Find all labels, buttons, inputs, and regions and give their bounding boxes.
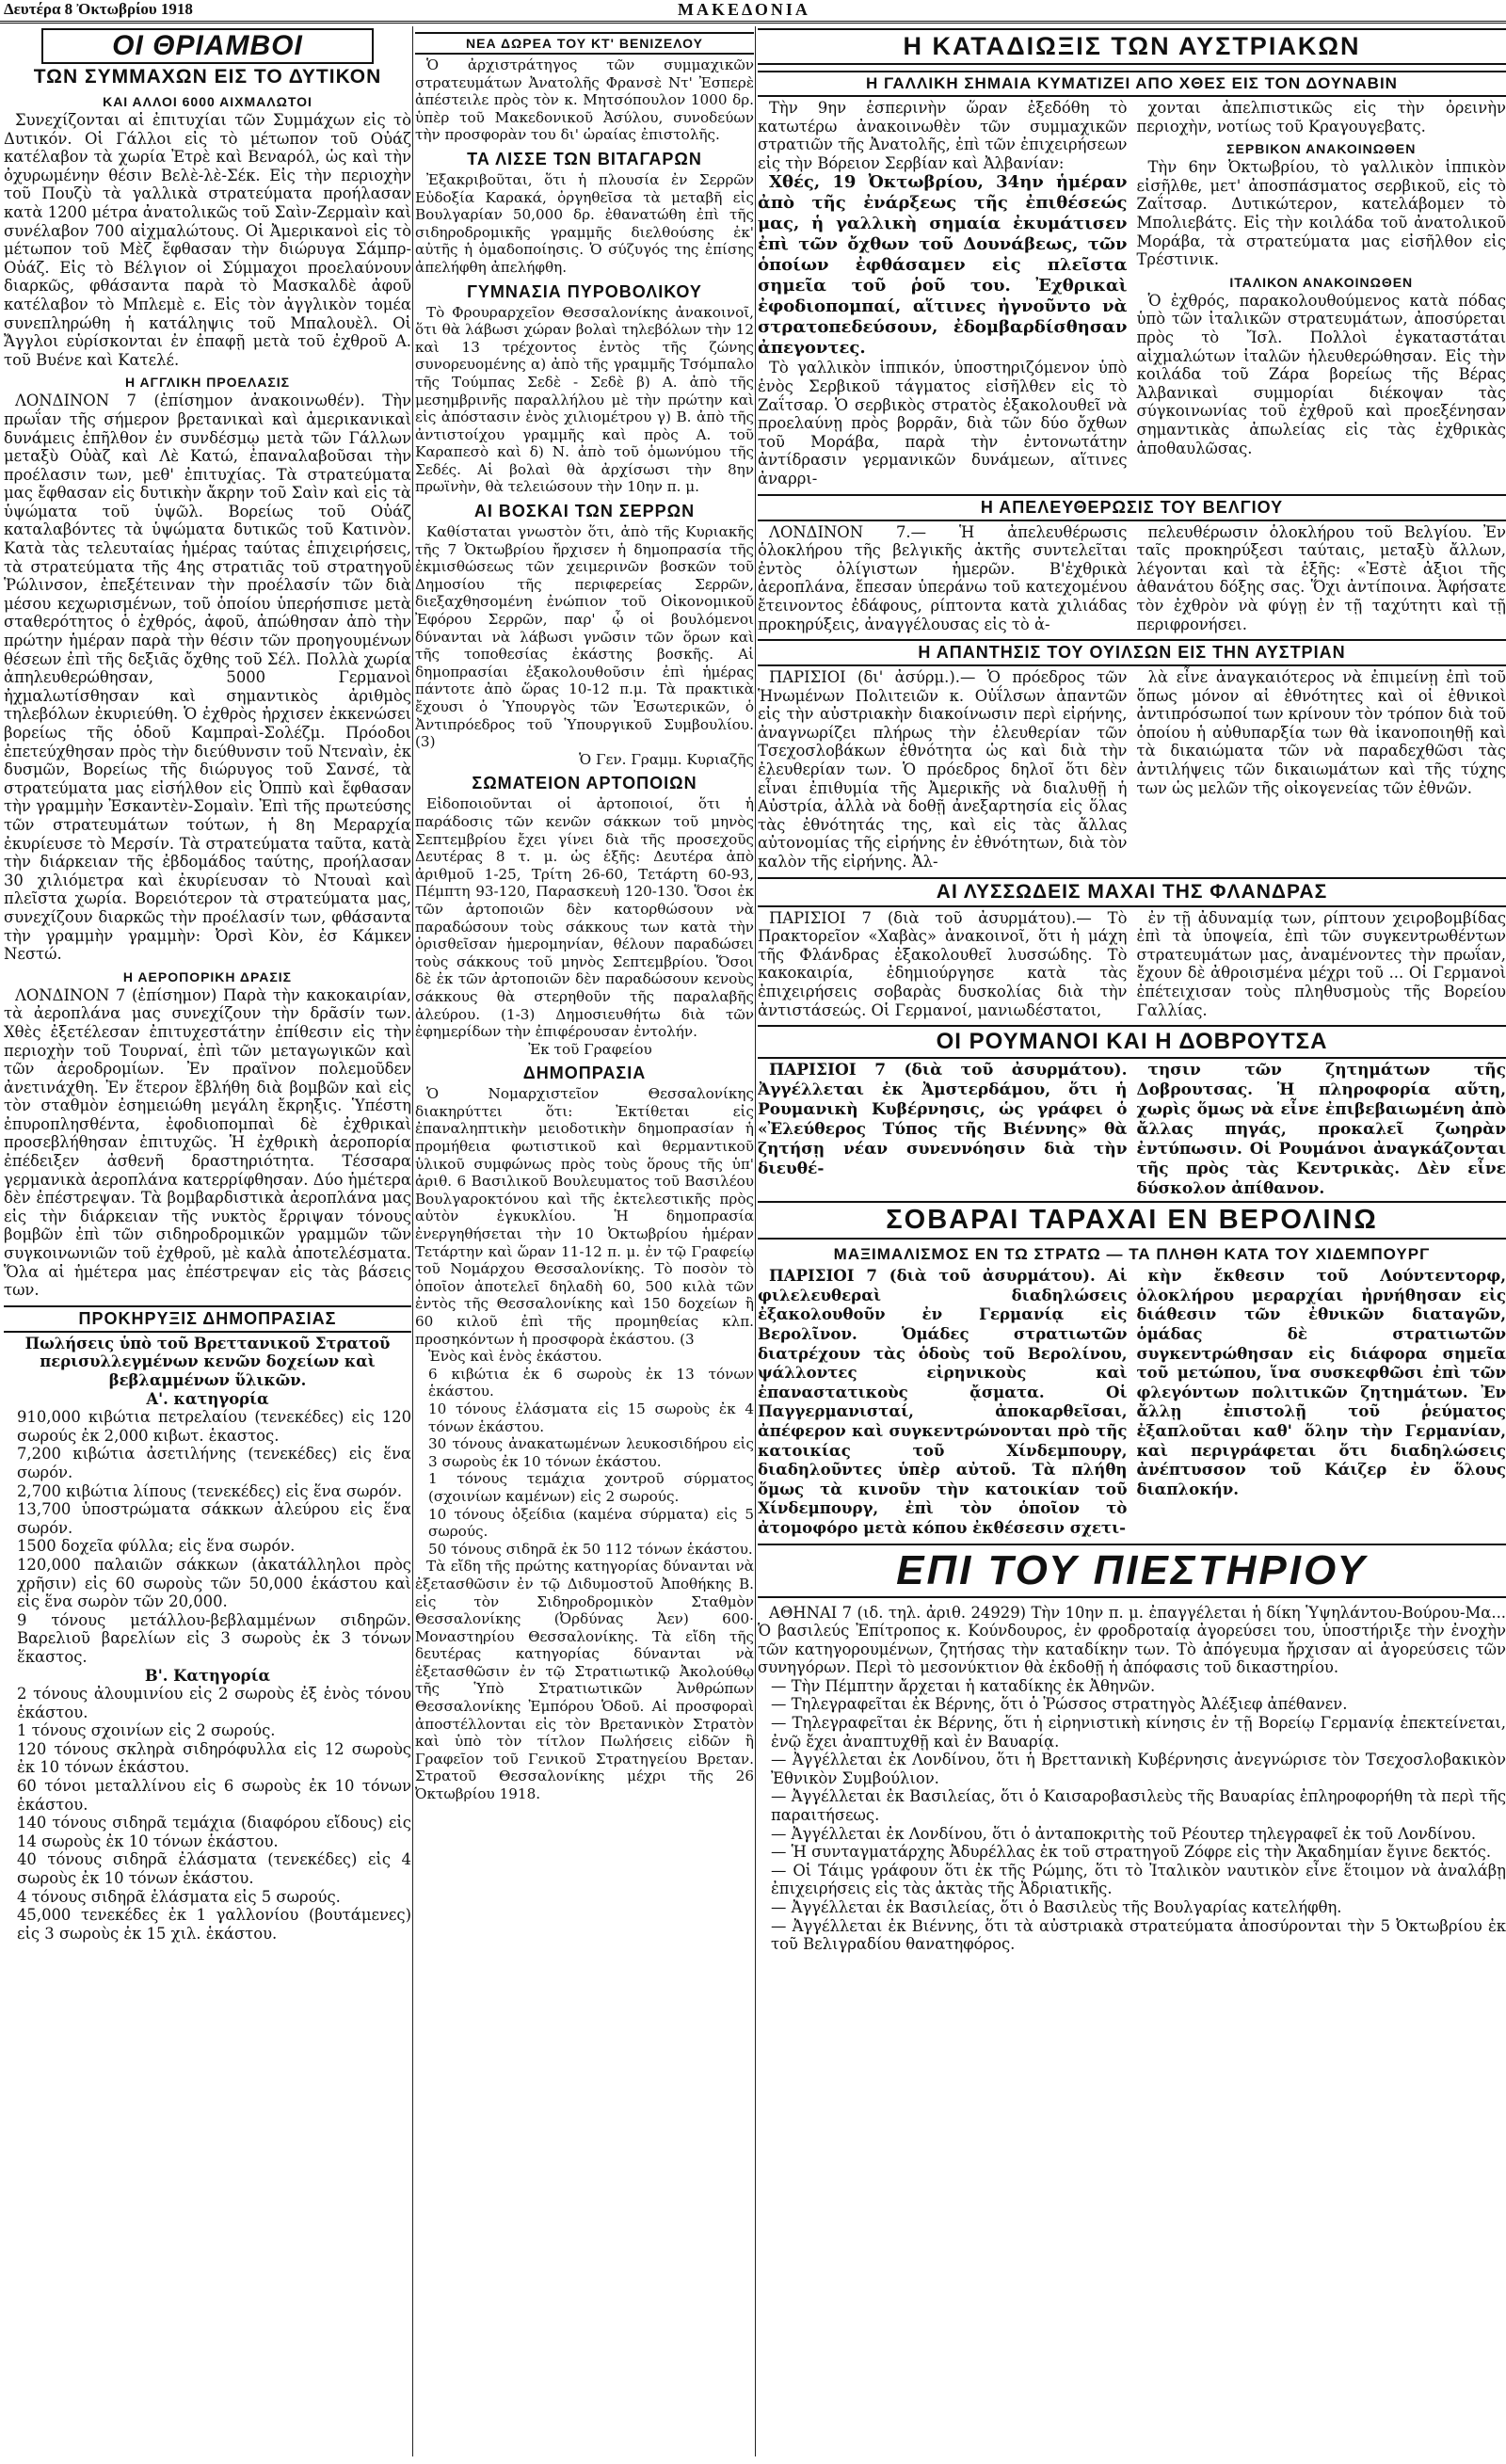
list-item: Ἑνὸς καὶ ἑνὸς ἑκάστου.: [428, 1348, 602, 1366]
masthead: [0, 0, 1506, 24]
section-heading: Η ΑΕΡΟΠΟΡΙΚΗ ΔΡΑΣΙΣ: [122, 968, 293, 984]
headline-triumphs: ΟΙ ΘΡΙΑΜΒΟΙ: [41, 28, 374, 64]
list-item: 9 τόνους μετάλλου-βεβλαμμένων σιδηρῶν. Βαρελιοῦ βαρελίων εἰς 3 σωροὺς ἐκ 3 τόνων ἕκαστος.: [17, 1610, 411, 1666]
section-heading: ΑΙ ΒΟΣΚΑΙ ΤΩΝ ΣΕΡΡΩΝ: [473, 502, 696, 521]
headline-austrians: Η ΚΑΤΑΔΙΩΞΙΣ ΤΩΝ ΑΥΣΤΡΙΑΚΩΝ: [758, 28, 1506, 65]
list-item: — Ἀγγέλλεται ἐκ Λονδίνου, ὅτι ὁ ἀνταποκριτὴς τοῦ Ρέουτερ τηλεγραφεῖ ἐκ τοῦ Λονδίνου.: [771, 1824, 1477, 1843]
section-heading: ΔΗΜΟΠΡΑΣΙΑ: [522, 1064, 647, 1083]
list-item: 140 τόνους σιδηρᾶ τεμάχια (διαφόρου εἴδους) εἰς 14 σωροὺς ἐκ 10 τόνων ἑκάστου.: [17, 1814, 411, 1850]
subheadline-danube: Η ΓΑΛΛΙΚΗ ΣΗΜΑΙΑ ΚΥΜΑΤΙΖΕΙ ΑΠΟ ΧΘΕΣ ΕΙΣ ΤΟΝ ΔΟΥΝΑΒΙΝ: [758, 71, 1506, 97]
list-item: 2,700 κιβώτια λίπους (τενεκέδες) εἰς ἕνα σωρόν.: [17, 1481, 403, 1500]
list-item: — Τηλεγραφεῖται ἐκ Βέρνης, ὅτι ὁ Ῥώσσος στρατηγὸς Ἀλέξιεφ ἀπέθανεν.: [771, 1695, 1348, 1714]
article-text: Ἐξακριβοῦται, ὅτι ἡ πλουσία ἐν Σερρῶν Εὐδοξία Καρακά, ὀργηθεῖσα τὰ μεταβῆ εἰς Βουλγαρίαν 50,000 δρ. ἐθανατώθη ἐπὶ τῆς σιδηροδρομικῆς γραμμῆς διελθούσης ἐκ' αὐτῆς ἡ ὁμαδοποίησις. Ὁ σύζυγός της ἐπίσης ἀπελήφθη ἀπελήφθη.: [415, 170, 754, 276]
list-item: 6 κιβώτια ἐκ 6 σωροὺς ἐκ 13 τόνων ἑκάστου.: [428, 1365, 754, 1400]
section-heading: ΑΙ ΛΥΣΣΩΔΕΙΣ ΜΑΧΑΙ ΤΗΣ ΦΛΑΝΔΡΑΣ: [758, 877, 1506, 907]
article-text: ΠΑΡΙΣΙΟΙ (δι' ἀσύρμ.).— Ὁ πρόεδρος τῶν Ἡνωμένων Πολιτειῶν κ. Οὐΐλσων ἀπαντῶν εἰς τὴν αὐστριακὴν διακοίνωσιν περὶ εἰρήνης, ἀναγνωρίζει πλήρως τὴν ἐλευθερίαν τῶν Τσεχοσλοβάκων ἐθνότητα ὡς καὶ διὰ τὴν ἐλευθερίαν των. Ὁ πρόεδρος δηλοῖ ὅτι δὲν εἶναι ἐπιθυμία τῆς Ἀμερικῆς νὰ διαλυθῇ ἡ Αὐστρία, ἀλλὰ νὰ δοθῇ ἀνεξαρτησία εἰς ὅλας τὰς ἐθνότητάς της, καὶ εἰς τὰς ἄλλας αὐτονομίας τῆς εἰρήνης ἐν ἐθνότητων, διὰ τὸν καλὸν τῆς εἰρήνης. Ἀλ-: [758, 668, 1128, 872]
auction-list-continued: [415, 1348, 754, 1558]
article-text: λὰ εἶνε ἀναγκαιότερος νὰ ἐπιμείνῃ ἐπὶ τοῦ ὅπως μόνον αἱ ἐθνότητες καὶ οἱ ἐθνικοὶ ἀντιπρόσωποί των κρίνουν τὸν τρόπον διὰ τοῦ ὁποίου ἡ αὐθυπαρξία των θὰ ἱκανοποιηθῇ καὶ τὰ δικαιώματα τῶν νὰ παραδεχθῶσι τὰς ἀντιλήψεις τῶν δικαιωμάτων καὶ τῆς τύχης των ὡς μελῶν τῆς οἰκογενείας τῶν ἐθνῶν.: [1136, 668, 1506, 797]
list-item: — Τὴν Πέμπτην ἄρχεται ἡ καταδίκης ἐκ Ἀθηνῶν.: [771, 1676, 1156, 1695]
list-item: 1 τόνους σχοινίων εἰς 2 σωρούς.: [17, 1721, 276, 1740]
article-text: Τὸ γαλλικὸν ἱππικόν, ὑποστηριζόμενον ὑπὸ ἑνὸς Σερβικοῦ τάγματος εἰσῆλθεν εἰς τὸ Ζαΐτσαρ. Ὁ σερβικὸς στρατὸς ἐξακολουθεῖ νὰ προελαύνῃ πρὸς βορρᾶν, διὰ τῶν δύο ὄχθων τοῦ Μοράβα, παρὰ τὴν ἐντονωτάτην ἀντίδρασιν γερμανικῶν δυνάμεων, αἵτινες ἀναρρι-: [758, 359, 1128, 488]
article-text: χονται ἀπελπιστικῶς εἰς τὴν ὀρεινὴν περιοχὴν, νοτίως τοῦ Κραγουγεβατς.: [1136, 99, 1506, 136]
article-text: ΠΑΡΙΣΙΟΙ 7 (διὰ τοῦ ἀσυρμάτου). Αἱ φιλελευθεραὶ διαδηλώσεις ἐξακολουθοῦν ἐν Γερμανίᾳ εἰς Βερολῖνον. Ὁμάδες στρατιωτῶν διατρέχουν τὰς ὁδοὺς τοῦ Βερολίνου, ψάλλοντες εἰρηνικοὺς καὶ ἐπαναστατικοὺς ᾄσματα. Οἱ Παγγερμανισταί, ἀποκαρθεῖσαι, ἀπέφερον καὶ συγκεντρώνονται πρὸ τῆς κατοικίας τοῦ Χίνδεμπουργ, διαδηλοῦντες ὑπὲρ αὐτοῦ. Τὰ πλήθη ὅμως τὰ κινοῦν τὴν κατοικίαν τοῦ Χίνδεμπουργ, ἐπὶ τὸν ὁποῖον τὸ ἀτομοφόρο μετὰ κόπου ἐκθέσεσιν σχετι-: [758, 1266, 1128, 1537]
list-item: 45,000 τενεκέδες ἐκ 1 γαλλονίου (βουτάμενες) εἰς 3 σωροὺς ἐκ 15 χιλ. ἑκάστου.: [17, 1906, 411, 1943]
column-rule: [755, 26, 756, 2456]
article-text: Συνεχίζονται αἱ ἐπιτυχίαι τῶν Συμμάχων εἰς τὸ Δυτικόν. Οἱ Γάλλοι εἰς τὸ μέτωπον τοῦ Οὐάζ κατέλαβον τὰ χωρία Ἐτρὲ καὶ Βεναρόλ, ὡς καὶ τὴν ὀχυρωμένην θέσιν Βελὲ-λὲ-Σέκ. Εἰς τὴν περιοχὴν τοῦ Πουζὺ τὰ γαλλικὰ στρατεύματα προήλασαν κατὰ 1200 μέτρα ἀνατολικῶς τοῦ Σαὶν-Ζερμαὶν καὶ συνέλαβον 700 αἰχμαλώτους. Οἱ Ἀμερικανοὶ εἰς τὸ μέτωπον τοῦ Μὲζ ἔφθασαν τὴν διώρυγα Σάμπρ-Οὐάζ. Εἰς τὸ Βέλγιον οἱ Σύμμαχοι προελαύνουν διαρκῶς, φθάσαντα παρὰ τὸ Μασκαλδὲ ἀφοῦ κατέλαβον τὸ Μπλεμὲ ε. Εἰς τὸν ἀγγλικὸν τομέα συνεπληρώθη ἡ κατάληψις τοῦ Μπαλουὲλ. Οἱ Ἄγγλοι εὑρίσκονται ἐν ἐπαφῇ μετὰ τοῦ ἐχθροῦ Α. τοῦ Βυένε καὶ Κατελέ.: [4, 111, 411, 369]
newspaper-title: ΜΑΚΕΔΟΝΙΑ: [678, 0, 810, 19]
article-text: ΛΟΝΔΙΝΟΝ 7 (ἐπίσημον) Παρὰ τὴν κακοκαιρίαν, τὰ ἀεροπλάνα μας συνεχίζουν τὴν δρᾶσίν των. Χθὲς ἐξετέλεσαν ἐπιτυχεστάτην ἐπίθεσιν εἰς τὴν περιοχὴν τοῦ Τουρναί, ἐπὶ τῶν μεταγωγικῶν καὶ τῶν ἀεροδρομίων. Ἐν πραϊνον πολεμοῦδεν ἀνετινάχθη. Ἐν ἕτερον ἔβλήθη διὰ βομβῶν καὶ εἰς τὸν σταθμὸν ἐσημειώθη μεγάλη ἔκρηξις. Ὑπέστη ἐπυροπλησθέντα, ἐφοδιοπομπαὶ δὲ ἐχθρικαὶ προσεβλήθησαν ἐπιτυχῶς. Ἡ ἐχθρικὴ ἀεροπορία ἐπέδειξεν ἀσθενῆ δραστηριότητα. Τέσσαρα γερμανικὰ ἀεροπλάνα κατερρίφθησαν. Δύο ἡμέτερα δὲν ἐπέστρεψαν. Τὰ βομβαρδιστικὰ ἀεροπλάνα μας εἰς τὴν διάρκειαν τῆς νυκτὸς ἔρριψαν τόνους βομβῶν ἐπὶ τῶν σιδηροδρομικῶν γραμμῶν τῶν συγκοινωνιῶν τοῦ ἐχθροῦ, μὲ καλὰ ἀποτελέσματα. Ὅλα αἱ ἡμέτερα μας ἐπέστρεψαν εἰς τὰς βάσεις των.: [4, 985, 411, 1300]
article-text: ΑΘΗΝΑΙ 7 (ιδ. τηλ. ἀριθ. 24929) Τὴν 10ην π. μ. ἐπαγγέλεται ἡ δίκη Ὑψηλάντου-Βούρου-Μα... Ὁ βασιλεύς Ἐπίτροπος κ. Κούνδουρος, ἐν φροδροταίᾳ ἀγορεύσει του, ὑποστήριξε τὴν ἐνοχὴν τῶν κατηγορουμένων, ζητήσας τὴν καταδίκην των. Τὸ ἀπόγευμα ἤρχισαν αἱ ἀγορεύσεις τῶν συνηγόρων. Περὶ τὸ μεσονύκτιον θὰ ἐκδοθῇ ἡ ἀπόφασις τοῦ δικαστηρίου.: [758, 1603, 1506, 1677]
list-item: — Οἱ Τάιμς γράφουν ὅτι ἐκ τῆς Ρώμης, ὅτι τὸ Ἰταλικὸν ναυτικὸν εἶνε ἕτοιμον νὰ ἀναλάβῃ ἐπιχειρήσεις εἰς τὰς ἀκτὰς τῆς Ἀδριατικῆς.: [771, 1861, 1506, 1898]
subheadline-prisoners: ΚΑΙ ΑΛΛΟΙ 6000 ΑΙΧΜΑΛΩΤΟΙ: [103, 94, 312, 109]
list-item: 1500 δοχεῖα φύλλα; εἰς ἕνα σωρόν.: [17, 1537, 296, 1556]
section-heading: ΟΙ ΡΟΥΜΑΝΟΙ ΚΑΙ Η ΔΟΒΡΟΥΤΣΑ: [758, 1025, 1506, 1059]
list-item: — Ἀγγέλλεται ἐκ Λονδίνου, ὅτι ἡ Βρεττανικὴ Κυβέρνησις ἀνεγνώρισε τὸν Τσεχοσλοβακικὸν Ἐθνικὸν Συμβούλιον.: [771, 1751, 1506, 1787]
list-item: — Ἀγγέλλεται ἐκ Βασιλείας, ὅτι ὁ Βασιλεὺς τῆς Βουλγαρίας κατελήφθη.: [771, 1898, 1342, 1916]
section-heading: Η ΑΓΓΛΙΚΗ ΠΡΟΕΛΑΣΙΣ: [124, 375, 291, 391]
two-column-block: [758, 668, 1506, 872]
list-item: — Τηλεγραφεῖται ἐκ Βέρνης, ὅτι ἡ εἰρηνιστικὴ κίνησις ἐν τῇ Βορείῳ Γερμανίᾳ ἐπεκτείνεται, ἐνῷ ἔχει ἀναπτυχθῇ καὶ ἐν Βαυαρίᾳ.: [771, 1714, 1506, 1751]
column-1: [4, 26, 411, 2456]
auction-list-b: [4, 1685, 411, 1943]
article-text: Καθίσταται γνωστὸν ὅτι, ἀπὸ τῆς Κυριακῆς τῆς 7 Ὀκτωβρίου ἤρχισεν ἡ δημοπρασία τῆς ἐκμισθώσεως τῶν χειμερινῶν βοσκῶν τοῦ Δημοσίου τῆς περιφερείας Σερρῶν, διεξαχθησομένη ἐνώπιον τοῦ Οἰκονομικοῦ Ἐφόρου Σερρῶν, παρ' ᾧ οἱ βουλόμενοι δύνανται νὰ λάβωσι γνῶσιν τῶν ὅρων καὶ τῆς τοποθεσίας ἐκάστης βοσκῆς. Αἱ δημοπρασίαι ἐξακολουθοῦσιν ἐπὶ ἡμέρας πάντοτε ἀπὸ ὥρας 10-12 π.μ. Τὰ πρακτικὰ ἔχουσι ὁ Ὑπουργὸς τῶν Ἐσωτερικῶν, ὁ Ἀντιπρόεδρος τοῦ Ὑπουργικοῦ Συμβουλίου. (3): [415, 523, 754, 751]
section-heading: ΓΥΜΝΑΣΙΑ ΠΥΡΟΒΟΛΙΚΟΥ: [467, 281, 702, 301]
column-rule: [412, 26, 413, 2456]
list-item: 910,000 κιβώτια πετρελαίου (τενεκέδες) εἰς 120 σωρούς ἐκ 2,000 κιβωτ. ἑκαστος.: [17, 1408, 411, 1445]
list-item: 40 τόνους σιδηρᾶ ἐλάσματα (τενεκέδες) εἰς 4 σωροὺς ἐκ 10 τόνων ἑκάστου.: [17, 1850, 411, 1888]
section-heading: ΤΑ ΛΙΣΣΕ ΤΩΝ ΒΙΤΑΓΑΡΩΝ: [467, 149, 702, 168]
headline-printing-press: ΕΠΙ ΤΟΥ ΠΙΕΣΤΗΡΙΟΥ: [758, 1544, 1506, 1598]
column-2: [415, 26, 754, 2456]
subheadline-allies: ΤΩΝ ΣΥΜΜΑΧΩΝ ΕΙΣ ΤΟ ΔΥΤΙΚΟΝ: [33, 66, 382, 88]
headline-berlin: ΣΟΒΑΡΑΙ ΤΑΡΑΧΑΙ ΕΝ ΒΕΡΟΛΙΝΩ: [758, 1201, 1506, 1240]
section-heading: Η ΑΠΑΝΤΗΣΙΣ ΤΟΥ ΟΥΙΛΣΩΝ ΕΙΣ ΤΗΝ ΑΥΣΤΡΙΑΝ: [758, 639, 1506, 666]
article-text: Τὸ Φρουραρχεῖον Θεσσαλονίκης ἀνακοινοῖ, ὅτι θὰ λάβωσι χώραν βολαὶ τηλεβόλων τὴν 12 καὶ 13 τρέχοντος ἐντὸς τῆς ζώνης συνορευομένης α) ἀπὸ τῆς γραμμῆς Τσόμπαλο τῆς Τούμπας Σεδὲ - Σεδὲ β) Α. ἀπὸ τῆς μεσημβρινῆς παραλλήλου μὲ τὴν πρώτην καὶ εἰς ἀπόστασιν ἐνὸς χιλιομέτρου γ) Β. ἀπὸ τῆς ἀντιστοίχου γραμμῆς καὶ πρὸς Α. τοῦ Καραπεσὸ καὶ δ) Ν. ἀπὸ τοῦ ὁμωνύμου τῆς Σεδές. Αἱ βολαὶ θὰ ἀρχίσωσι τὴν 8ην πρωϊνὴν, θὰ τελειώσουν τὴν 10ην π. μ.: [415, 303, 754, 496]
auction-list-a: [4, 1408, 411, 1666]
auction-intro: Πωλήσεις ὑπὸ τοῦ Βρεττανικοῦ Στρατοῦ περισυλλεγμένων κενῶν δοχείων καὶ βεβλαμμένων ὕλικῶν.: [24, 1334, 391, 1389]
article-text: ΠΑΡΙΣΙΟΙ 7 (διὰ τοῦ ἀσυρμάτου). Ἀγγέλλεται ἐκ Ἀμστερδάμου, ὅτι ἡ Ρουμανικὴ Κυβέρνησις, ὡς γράφει ὁ «Ἐλεύθερος Τύπος τῆς Βιέννης» θὰ ζητήσῃ νέαν συνεννόησιν διὰ τὴν διευθέ-: [758, 1061, 1128, 1179]
list-item: — Ἀγγέλλεται ἐκ Βιέννης, ὅτι τὰ αὐστριακὰ στρατεύματα ἀποσύρονται τὴν 5 Ὀκτωβρίου ἐκ τοῦ Βελιγραδίου θανατηφόρος.: [771, 1916, 1506, 1954]
list-item: 120,000 παλαιῶν σάκκων (ἀκατάλληλοι πρὸς χρῆσιν) εἰς 60 σωροὺς τῶν 50,000 ἑκάστου καὶ εἰς ἕνα σωρὸν τῶν 20,000.: [17, 1555, 411, 1611]
list-item: 4 τόνους σιδηρᾶ ἐλάσματα εἰς 5 σωρούς.: [17, 1887, 341, 1906]
section-heading: Η ΑΠΕΛΕΥΘΕΡΩΣΙΣ ΤΟΥ ΒΕΛΓΙΟΥ: [758, 494, 1506, 521]
article-text: κὴν ἔκθεσιν τοῦ Λούντεντορφ, ὁλοκλήρου μεραρχίαι ἠρνήθησαν εἰς διάθεσιν τῶν ἐθνικῶν διαταγῶν, ὁμάδας δὲ στρατιωτῶν συγκεντρώθησαν εἰς διάφορα σημεῖα τοῦ μετώπου, ἵνα συσκεφθῶσι ἐπὶ τῶν φλεγόντων πολιτικῶν ζητημάτων. Ἐν ἄλλῃ ἐπιστολῇ τοῦ ῥεύματος ἐξαπλοῦται καθ' ὅλην τὴν Γερμανίαν, καὶ περιγράφεται ὅτι διαδηλώσεις ἀνέπτυσσον τοῦ Κάιζερ ἐν ὅλους διαπλοκήν.: [1136, 1266, 1506, 1498]
list-item: — Ἀγγέλλεται ἐκ Βασιλείας, ὅτι ὁ Καισαροβασιλεὺς τῆς Βαυαρίας ἐπληροφορήθη τὰ περὶ τῆς παραιτήσεως.: [771, 1787, 1506, 1825]
issue-date: Δευτέρα 8 Ὀκτωβρίου 1918: [4, 0, 193, 18]
list-item: 7,200 κιβώτια ἀσετιλήνης (τενεκέδες) εἰς ἕνα σωρόν.: [17, 1445, 411, 1481]
section-heading: ΣΩΜΑΤΕΙΟΝ ΑΡΤΟΠΟΙΩΝ: [472, 774, 697, 793]
signature: Ὁ Γεν. Γραμμ. Κυριαζῆς: [579, 750, 754, 768]
list-item: 10 τόνους ὀξείδια (καμένα σύρματα) εἰς 5 σωρούς.: [428, 1505, 754, 1541]
article-text: Χθές, 19 Ὀκτωβρίου, 34ην ἡμέραν ἀπὸ τῆς ἐνάρξεως τῆς ἐπιθέσεώς μας, ἡ γαλλικὴ σημαία ἐκυμάτισεν ἐπὶ τῶν ὄχθων τοῦ Δουνάβεως, τῶν ὁποίων ἐφθάσαμεν εἰς πλεῖστα σημεῖα τοῦ ῥοῦ του. Ἐχθρικαὶ ἐφοδιοπομπαί, αἵτινες ἠγνοῦντο νὰ στρατοπεδεύσουν, ἐδομβαρδίσθησαν ἀπεγοντες.: [758, 172, 1128, 359]
list-item: 1 τόνους τεμάχια χοντροῦ σύρματος (σχοινίων καμένων) εἰς 2 σωρούς.: [428, 1470, 754, 1505]
list-item: 60 τόνοι μεταλλίνου εἰς 6 σωροὺς ἐκ 10 τόνων ἑκάστου.: [17, 1777, 411, 1814]
category-label: Β'. Κατηγορία: [144, 1666, 271, 1685]
news-briefs: [758, 1677, 1506, 1954]
article-text: Τὴν 6ην Ὀκτωβρίου, τὸ γαλλικὸν ἱππικὸν εἰσῆλθε, μετ' ἀποσπάσματος σερβικοῦ, εἰς τὸ Ζαΐτσαρ. Δυτικώτερον, κατελάβομεν τὸ Μπολιεβάτς. Εἰς τὴν κοιλάδα τοῦ ἀνατολικοῦ Μοράβα, τὰ στρατεύματα μας εἰσῆλθον εἰς Τρέστινικ.: [1136, 158, 1506, 269]
section-heading: ΣΕΡΒΙΚΟΝ ΑΝΑΚΟΙΝΩΘΕΝ: [1226, 141, 1417, 157]
two-column-block: [758, 523, 1506, 634]
two-column-block: [758, 1061, 1506, 1199]
article-text: ΛΟΝΔΙΝΟΝ 7.— Ἡ ἀπελευθέρωσις ὁλοκλήρου τῆς βελγικῆς ἀκτῆς συντελεῖται ἐντὸς ὀλίγιστων ἡμερῶν. Β'ἐχθρικὰ ἀεροπλάνα, ἔπεσαν ὑπεράνω τοῦ κατεχομένου ἔτεινοντος ἐδάφους, ρίπτοντα κατὰ χιλιάδας προκηρύξεις, ἀναγγέλουσας εἰς τὸ ἀ-: [758, 522, 1128, 633]
two-column-block: [758, 1266, 1506, 1537]
article-text: Εἰδοποιοῦνται οἱ ἀρτοποιοί, ὅτι ἡ παράδοσις τῶν κενῶν σάκκων τοῦ μηνὸς Σεπτεμβρίου ἔχει γίνει διὰ τῆς προσεχοῦς Δευτέρας 8 τ. μ. ὡς ἑξῆς: Δευτέρα ἀπὸ ἀριθμοῦ 1-25, Τρίτη 26-60, Τετάρτη 60-93, Πέμπτη 93-120, Παρασκευὴ 120-130. Ὅσοι ἐκ τῶν ἀρτοποιῶν δὲν κατορθώσουν νὰ παραδώσουν τοὺς σάκκους των κατὰ τὴν ὁρισθεῖσαν ἡμερομηνίαν, θέλουν παραδώσει τοὺς σάκκους τοῦ μηνὸς Σεπτεμβρίου. Ὅσοι δὲ ἐκ τῶν ἀρτοποιῶν δὲν παραδώσουν κενοὺς σάκκους θὰ στερηθοῦν τῆς παραλαβῆς ἀλεύρου. (1-3) Δημοσιευθήτω διὰ τῶν ἐφημερίδων τὴν ἐπιφέρουσαν ἐντολήν.: [415, 795, 754, 1041]
list-item: 30 τόνους ἀνακατωμένων λευκοσιδήρου εἰς 3 σωροὺς ἐκ 10 τόνων ἑκάστου.: [428, 1435, 754, 1470]
signature: Ἐκ τοῦ Γραφείου: [528, 1040, 652, 1058]
article-text: ΠΑΡΙΣΙΟΙ 7 (διὰ τοῦ ἀσυρμάτου).— Τὸ Πρακτορεῖον «Χαβὰς» ἀνακοινοῖ, ὅτι ἡ μάχη τῆς Φλάνδρας ἐξακολουθεῖ λυσσώδης. Τὸ κακοκαιρία, ἐδημιούργησε κατὰ τὰς ἐπιχειρήσεις σοβαρὰς δυσκολίας διὰ τὴν ἀντιστάσεώς. Οἱ Γερμανοί, μανιωδέστατοι,: [758, 908, 1128, 1019]
two-column-block: [758, 99, 1506, 488]
article-text: ἐν τῇ ἀδυναμίᾳ των, ρίπτουν χειροβομβίδας ἐπὶ τὰ ὑποψεία, ἐπὶ τῶν συγκεντρωθέντων στρατευμάτων μας, ἀναμένοντες τὴν πρωΐαν, ἔχουν δὲ ἀθροισμένα μέχρι τοῦ ... Οἱ Γερμανοὶ ἐπέτειχισαν τοὺς πληθυσμοὺς τῆς Βορείου Γαλλίας.: [1136, 908, 1506, 1019]
two-column-block: [758, 909, 1506, 1020]
article-text: Ὁ ἀρχιστράτηγος τῶν συμμαχικῶν στρατευμάτων Ἀνατολῆς Φρανσὲ Ντ' Ἐσπερὲ ἀπέστειλε πρὸς τὸν κ. Μητσόπουλον 1000 δρ. ὑπὲρ τοῦ Μακεδονικοῦ Ἀσύλου, συνοδεύων τὴν προσφορὰν του δι' ὡραίας ἐπιστολῆς.: [415, 56, 754, 144]
list-item: 120 τόνους σκληρὰ σιδηρόφυλλα εἰς 12 σωροὺς ἐκ 10 τόνων ἑκάστου.: [17, 1739, 411, 1777]
list-item: 2 τόνους ἀλουμινίου εἰς 2 σωροὺς ἐξ ἑνὸς τόνου ἑκάστου.: [17, 1685, 411, 1721]
list-item: 13,700 ὑποστρώματα σάκκων ἀλεύρου εἰς ἕνα σωρόν.: [17, 1500, 411, 1537]
section-heading: ΝΕΑ ΔΩΡΕΑ ΤΟΥ ΚΤ' ΒΕΝΙΖΕΛΟΥ: [415, 32, 754, 55]
category-label: Α'. κατηγορία: [146, 1389, 269, 1408]
article-text: πελευθέρωσιν ὁλοκλήρου τοῦ Βελγίου. Ἐν ταῖς προκηρύξεσι ταύταις, μεταξὺ ἄλλων, λέγονται καὶ τὰ ἑξῆς: «Ἐστὲ ἀξιοι τῆς ἀθανάτου δόξης σας. Ὅχι ἀντίποινα. Ἀφήσατε τὸν ἐχθρὸν νὰ φύγῃ ἐν τῇ ταχύτητι καὶ τῇ περιφρονήσει.: [1136, 522, 1506, 633]
article-text: Τὴν 9ην ἑσπερινὴν ὥραν ἐξεδόθη τὸ κατωτέρω ἀνακοινωθὲν τῶν συμμαχικῶν στρατιῶν τῆς Ἀνατολῆς, ἐπὶ τῶν ἐπιχειρήσεων εἰς τὴν Βόρειον Σερβίαν καὶ Ἀλβανίαν:: [758, 99, 1128, 172]
subheadline-berlin: ΜΑΞΙΜΑΛΙΣΜΟΣ ΕΝ ΤΩ ΣΤΡΑΤΩ — ΤΑ ΠΛΗΘΗ ΚΑΤΑ ΤΟΥ ΧΙΔΕΜΠΟΥΡΓ: [833, 1245, 1431, 1264]
section-heading-auction: ΠΡΟΚΗΡΥΞΙΣ ΔΗΜΟΠΡΑΣΙΑΣ: [4, 1305, 411, 1333]
article-text: Τὰ εἴδη τῆς πρώτης κατηγορίας δύνανται νὰ ἐξετασθῶσιν ἐν τῷ Διδυμοστοῦ Ἀποθήκης Β. εἰς τὸν Σιδηροδρομικὸν Σταθμὸν Θεσσαλονίκης (Ὀρδύνας Ἀεν) 600· Μοναστηρίου Θεσσαλονίκης. Τὰ εἴδη τῆς δευτέρας κατηγορίας δύνανται νὰ ἐξετασθῶσιν ἐν τῷ Στρατιωτικῷ Ἀκολούθῳ τῆς Ὑπὸ Στρατιωτικῶν Ἀνθρώπων Θεσσαλονίκης Ἐμπόρου Ὁδοῦ. Αἱ προσφοραὶ ἀποστέλλονται εἰς τὸν Βρετανικὸν Στρατὸν καὶ ὑπὸ τὸν τίτλον Πωλήσεις εἰδῶν ἢ Γραφεῖον τοῦ Γενικοῦ Στρατηγείου Βρεταν. Στρατοῦ Θεσσαλονίκης μέχρι τῆς 26 Ὀκτωβρίου 1918.: [415, 1558, 754, 1803]
article-text: ΛΟΝΔΙΝΟΝ 7 (ἐπίσημον ἀνακοινωθέν). Τὴν πρωΐαν τῆς σήμερον βρετανικαὶ καὶ ἀμερικανικαὶ δυνάμεις ἐπῆλθον ἐν συνδέσμῳ μετὰ τῶν Γάλλων μεταξὺ Οὐὰζ καὶ Λὲ Κατώ, ἐπαναλαβοῦσαι τὴν προέλασιν των, μεθ' ἐπιτυχίας. Τὰ στρατεύματα μας ἔφθασαν εἰς δυτικὴν ἄκρην τοῦ Σαὶν καὶ εἰς τὰ ὑψώματα τοῦ ὑψῶλ. Βορείως τοῦ Οὐάζ καταλαβόντες τὰ ὑψώματα δυτικῶς τοῦ Κατινὸν. Κατὰ τὰς τελευταίας ἡμέρας ταύτας ἐπιχειρήσεις, τὰ στρατεύματα τῆς 4ης στρατιᾶς τοῦ στρατηγοῦ Ῥώλινσον, ἐπεξέτειναν τὴν προέλασίν τῶν διὰ μέσου κεχωρισμένων, τοῦ ὁποίου ὑπερήσπισε μετὰ σταθερότητος ὁ ἐχθρός, ἀφοῦ, ἀπώθησαν ἀπὸ τὴν πρώτην ἡμέραν παρὰ τὴν θέσιν τῶν προηγουμένων θέσεων ἐπὶ τῆς δεξιᾶς ὄχθης τοῦ Σέλ. Πολλὰ χωρία ἀπηλευθερώθησαν, 5000 Γερμανοὶ ἠχμαλωτίσθησαν καὶ σημαντικὸς ἀριθμὸς τηλεβόλων ἐκυριεύθη. Ὁ ἐχθρὸς ἠρχισεν ἐκκενώσει βορείως τῆς ὁδοῦ Καμπραὶ-Σολέζμ. Πρόοδοι ἐπετεύχθησαν πρὸς τὴν διεύθυνσιν τοῦ Ντεναὶν, ἐκ δυσμῶν, Βορείως τῆς διώρυγος τοῦ Σανσέ, τὰ στρατεύματα μας εἰσήλθον εἰς Ὀππὺ καὶ ἔφθασαν τὴν γραμμὴν Ἐσκαντὲν-Σομαὶν. Ἐπὶ τῆς πρωτεύσης τῶν στρατευμάτων τούτων, ἡ 8η Μεραρχία ἐκυρίευσε τὸ Μερσίν. Τὰ στρατεύματα ταῦτα, κατὰ τὴν διάρκειαν τῆς ἐβδομάδος ταύτης, προήλασαν 30 χιλιόμετρα καὶ ἐκυρίευσαν τὸ Ντουαὶ καὶ πλεῖστα χωρία. Βορειότερον τὰ στρατεύματα μας, συνεχίζουν διαρκῶς τὴν προέλασίν των, φθάσαντα τὴν γραμμὴν γραμμὴν: Ὀρσὶ Κὸν, ἐσ Κάμκεν Νεστώ.: [4, 392, 411, 964]
section-heading: ΙΤΑΛΙΚΟΝ ΑΝΑΚΟΙΝΩΘΕΝ: [1229, 274, 1414, 290]
list-item: 10 τόνους ἐλάσματα εἰς 15 σωροὺς ἐκ 4 τόνων ἑκάστου.: [428, 1400, 754, 1435]
article-text: τησιν τῶν ζητημάτων τῆς Δοβρουτσας. Ἡ πληροφορία αὕτη, χωρὶς ὅμως νὰ εἶνε ἐπιβεβαιωμένη ἀπὸ ἄλλας πηγάς, προκαλεῖ ζωηρὰν ἐντύπωσιν. Οἱ Ρουμάνοι ἀναγκάζονται τῆς πρὸς τὰς Κεντρικὰς. Δὲν εἶνε δύσκολον ἀπίθανον.: [1136, 1061, 1506, 1199]
column-3: [758, 26, 1506, 2456]
list-item: 50 τόνους σιδηρᾶ ἐκ 50 112 τόνων ἑκάστου.: [428, 1540, 753, 1558]
article-text: Ὁ ἐχθρός, παρακολουθούμενος κατὰ πόδας ὑπὸ τῶν ἰταλικῶν στρατευμάτων, ἀποσύρεται πρὸς τὸ Ἴσλ. Πολλοὶ ἐγκαταστάται αἰχμαλώτων ἰταλῶν ἠλευθερώθησαν. Εἰς τὴν κοιλάδα τοῦ Ζάρα βορείως τῆς Βέρας Ἀλβανικαὶ συμμορίαι διέκοψαν τὰς σύγκοινωνίας τοῦ ἐχθροῦ καὶ προεξένησαν σημαντικὰς ἀπωλείας εἰς τὰς ἐχθρικὰς ἀποθαυλῶσας.: [1136, 291, 1506, 457]
list-item: — Ἡ συνταγματάρχης Ἀδυρέλλας ἐκ τοῦ στρατηγοῦ Ζόφρε εἰς τὴν Ἀκαδημίαν ἔγινε δεκτός.: [771, 1843, 1492, 1862]
article-text: Ὁ Νομαρχιστεῖον Θεσσαλονίκης διακηρύττει ὅτι: Ἐκτίθεται εἰς ἐπαναληπτικὴν μειοδοτικὴν δημοπρασίαν ἡ προμήθεια φωτιστικοῦ καὶ θερμαντικοῦ ὑλικοῦ συμφώνως πρὸς τοὺς ὅρους τῆς ὑπ' ἀριθ. 6 Βασιλικοῦ Βουλευματος τοῦ Βασιλέου Βουλγαροκτόνου καὶ τῆς ἐκτελεστικῆς πρὸς αὐτὸν ἐγκυκλίου. Ἡ δημοπρασία ἐνεργηθήσεται τὴν 10 Ὀκτωβρίου ἡμέραν Τετάρτην καὶ ὥραν 11-12 π. μ. ἐν τῷ Γραφείῳ τοῦ Νομάρχου Θεσσαλονίκης. Τὸ ποσὸν τὸ ὁποῖον ἀποτελεῖ δηλαδὴ 60, 500 κιλὰ τῶν ἐντὸς τῆς Θεσσαλονίκης καὶ 150 δοχείων ἢ 60 κιλοῦ ἐπὶ τῆς προμηθείας κλπ. προσηκόντων ἡ προσφορὰ ἑκάστου. (3: [415, 1085, 754, 1348]
